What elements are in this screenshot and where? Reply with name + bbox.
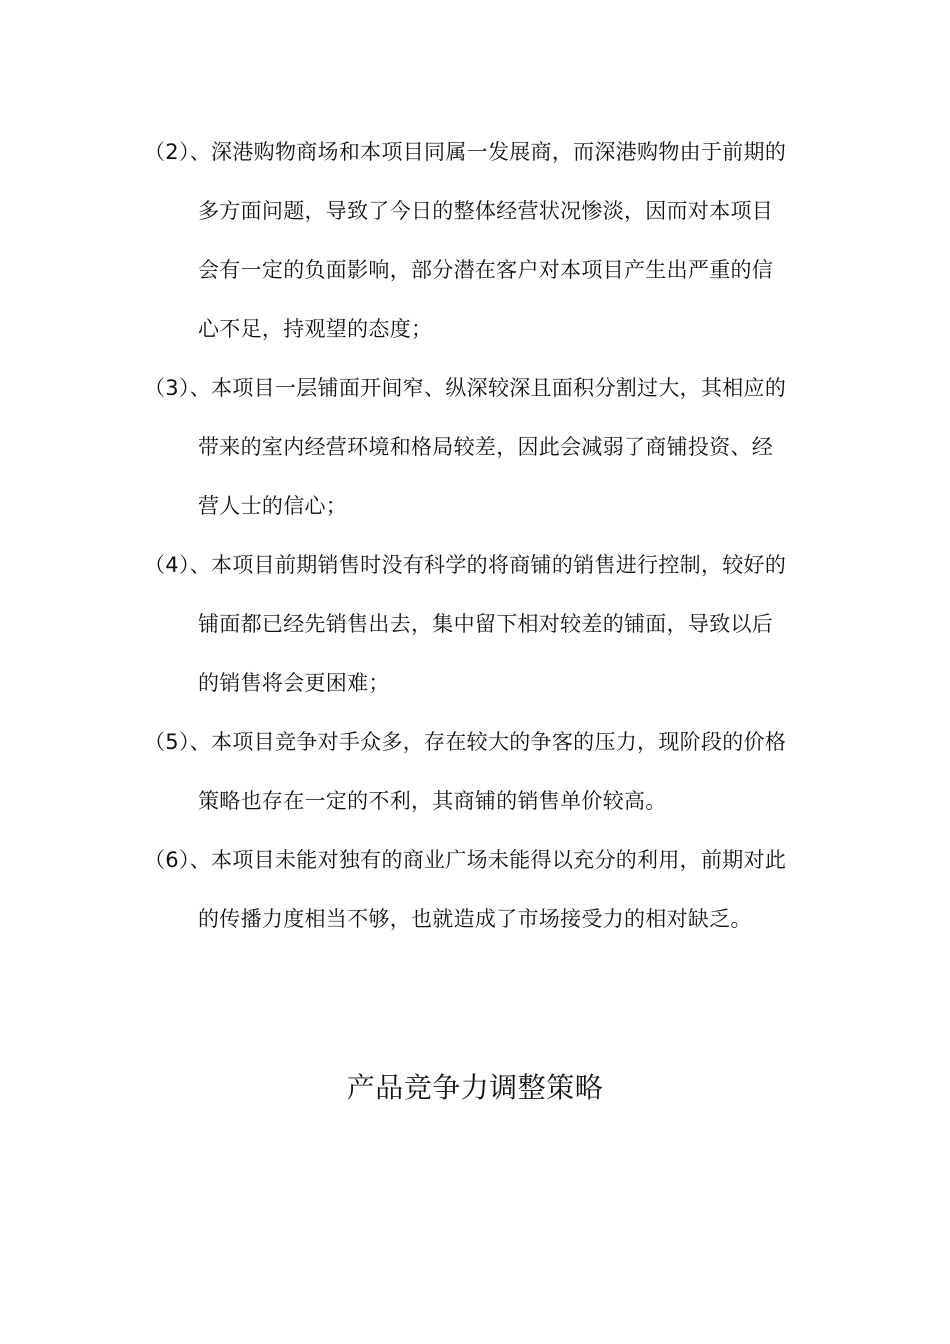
list-item-2 [144,123,834,359]
section-heading: 产品竞争力调整策略 [346,1071,604,1104]
item-line: 的销售将会更困难； [198,671,390,695]
item-line: 心不足，持观望的态度； [198,317,433,341]
item-line: 策略也存在一定的不利，其商铺的销售单价较高。 [198,789,667,813]
item-line: （4）、本项目前期销售时没有科学的将商铺的销售进行控制，较好的 [144,553,787,577]
item-line: 会有一定的负面影响，部分潜在客户对本项目产生出严重的信 [198,258,774,282]
list-item-3 [144,359,834,536]
item-line: （3）、本项目一层铺面开间窄、纵深较深且面积分割过大，其相应的 [144,376,787,400]
list-item-6 [144,831,834,949]
item-line: 的传播力度相当不够，也就造成了市场接受力的相对缺乏。 [198,907,752,931]
item-line: 带来的室内经营环境和格局较差，因此会减弱了商铺投资、经 [198,435,774,459]
item-line: 营人士的信心； [198,494,348,518]
list-item-4 [144,536,834,713]
item-line: （6）、本项目未能对独有的商业广场未能得以充分的利用，前期对此 [144,848,787,872]
item-line: 多方面问题，导致了今日的整体经营状况惨淡，因而对本项目 [198,199,774,223]
item-line: 铺面都已经先销售出去，集中留下相对较差的铺面，导致以后 [198,612,774,636]
item-line: （2）、深港购物商场和本项目同属一发展商，而深港购物由于前期的 [144,140,787,164]
item-line: （5）、本项目竞争对手众多，存在较大的争客的压力，现阶段的价格 [144,730,787,754]
list-item-5 [144,713,834,831]
